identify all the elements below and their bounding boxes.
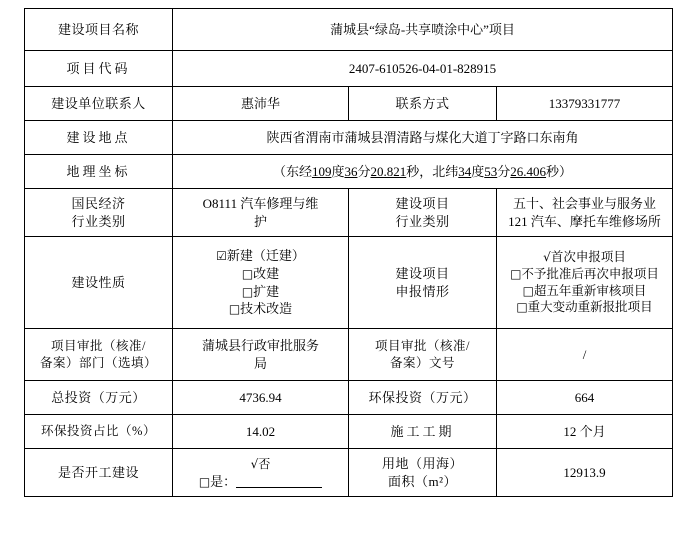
coordinates-prefix: （东经 <box>272 163 312 179</box>
value-total-investment: 4736.94 <box>173 381 349 415</box>
value-approval-document-no: / <box>497 329 673 381</box>
label-construction-nature: 建设性质 <box>25 237 173 329</box>
label-total-investment: 总投资（万元） <box>25 381 173 415</box>
check-mark-icon[interactable]: √ <box>543 249 551 264</box>
label-approval-document-no-line1: 项目审批（核准/ <box>375 338 470 353</box>
coordinates-deg-unit-2: 度 <box>471 163 485 179</box>
label-national-industry-line1: 国民经济 <box>71 195 126 211</box>
value-approval-department <box>173 329 349 381</box>
nature-option-new-label: 新建（迁建） <box>226 248 305 264</box>
nature-option-rebuild[interactable] <box>177 265 344 283</box>
label-application-type-line2: 申报情形 <box>395 283 450 299</box>
checkbox-icon[interactable]: □ <box>241 284 254 299</box>
value-location: 陕西省渭南市蒲城县渭清路与煤化大道丁字路口东南角 <box>173 121 673 155</box>
value-national-industry-line2: 护 <box>253 213 267 229</box>
label-approval-department-line1: 项目审批（核准/ <box>51 338 146 353</box>
construction-started-option-yes-label: 是： <box>210 473 237 489</box>
application-option-over-five-years-label: 超五年重新审核项目 <box>533 283 647 298</box>
label-location: 建设地点 <box>25 121 173 155</box>
table-row-investment <box>25 381 673 415</box>
label-application-type-line1: 建设项目 <box>395 265 450 281</box>
checkbox-checked-icon[interactable]: ☑ <box>216 249 227 264</box>
nature-option-rebuild-label: 改建 <box>253 265 280 281</box>
nature-option-expand-label: 扩建 <box>253 283 280 299</box>
value-construction-period: 12 个月 <box>497 415 673 449</box>
label-land-area-line2: 面积（m²） <box>387 473 457 489</box>
value-env-investment: 664 <box>497 381 673 415</box>
construction-started-option-yes[interactable] <box>177 473 344 491</box>
label-contact-method: 联系方式 <box>349 87 497 121</box>
value-coordinates <box>173 155 673 189</box>
checkbox-icon[interactable]: □ <box>198 474 211 489</box>
label-national-industry-line2: 行业类别 <box>71 213 126 229</box>
nature-option-expand[interactable] <box>177 283 344 301</box>
construction-started-options <box>173 449 349 497</box>
coordinates-lat-sec: 26.406 <box>510 163 547 179</box>
coordinates-lon-sec: 20.821 <box>370 163 407 179</box>
value-project-name: 蒲城县“绿岛-共享喷涂中心”项目 <box>173 9 673 51</box>
value-project-industry-line1: 五十、社会事业与服务业 <box>512 195 656 211</box>
label-coordinates: 地理坐标 <box>25 155 173 189</box>
checkbox-icon[interactable]: □ <box>516 300 528 315</box>
label-env-investment-ratio: 环保投资占比（%） <box>25 415 173 449</box>
check-mark-icon[interactable]: √否 <box>250 456 271 471</box>
table-row-project-code <box>25 51 673 87</box>
table-row-coordinates <box>25 155 673 189</box>
label-construction-period: 施工工期 <box>349 415 497 449</box>
label-land-area-line1: 用地（用海） <box>381 455 463 471</box>
table-row-approval-dept <box>25 329 673 381</box>
label-project-industry-line1: 建设项目 <box>395 195 450 211</box>
table-row-location <box>25 121 673 155</box>
label-project-name: 建设项目名称 <box>25 9 173 51</box>
label-land-area <box>349 449 497 497</box>
value-project-industry <box>497 189 673 237</box>
application-option-resubmit-label: 不予批准后再次申报项目 <box>521 266 659 281</box>
coordinates-min-unit-2: 分 <box>497 163 511 179</box>
coordinates-lat-deg: 34 <box>458 163 472 179</box>
construction-started-option-no[interactable] <box>177 455 344 473</box>
table-row-nature <box>25 237 673 329</box>
label-project-industry-line2: 行业类别 <box>395 213 450 229</box>
label-construction-started: 是否开工建设 <box>25 449 173 497</box>
label-approval-department-line2: 备案）部门（选填） <box>39 355 157 370</box>
nature-option-tech-upgrade-label: 技术改造 <box>240 301 293 317</box>
application-type-options <box>497 237 673 329</box>
value-national-industry <box>173 189 349 237</box>
application-option-major-change[interactable] <box>501 299 668 316</box>
coordinates-lon-min: 36 <box>344 163 358 179</box>
value-approval-department-line2: 局 <box>253 355 267 371</box>
value-national-industry-line1: O8111 汽车修理与维 <box>202 195 319 211</box>
table-row-industry <box>25 189 673 237</box>
label-project-industry <box>349 189 497 237</box>
table-row-contact <box>25 87 673 121</box>
label-approval-document-no-line2: 备案）文号 <box>389 355 455 370</box>
label-env-investment: 环保投资（万元） <box>349 381 497 415</box>
value-approval-department-line1: 蒲城县行政审批服务 <box>201 337 319 353</box>
checkbox-icon[interactable]: □ <box>228 302 241 317</box>
project-info-table <box>24 8 673 497</box>
coordinates-lon-deg: 109 <box>311 163 332 179</box>
label-contact-person: 建设单位联系人 <box>25 87 173 121</box>
construction-start-date-blank[interactable] <box>236 487 322 488</box>
value-project-code: 2407-610526-04-01-828915 <box>173 51 673 87</box>
coordinates-min-unit-1: 分 <box>357 163 371 179</box>
label-approval-department <box>25 329 173 381</box>
table-row-env-ratio <box>25 415 673 449</box>
value-env-investment-ratio: 14.02 <box>173 415 349 449</box>
coordinates-suffix: 秒） <box>546 163 573 179</box>
label-application-type <box>349 237 497 329</box>
nature-option-tech-upgrade[interactable] <box>177 300 344 318</box>
table-row-construction-started <box>25 449 673 497</box>
value-land-area: 12913.9 <box>497 449 673 497</box>
label-approval-document-no <box>349 329 497 381</box>
construction-nature-options <box>173 237 349 329</box>
checkbox-icon[interactable]: □ <box>241 266 254 281</box>
label-project-code: 项目代码 <box>25 51 173 87</box>
application-option-first[interactable] <box>501 249 668 266</box>
checkbox-icon[interactable]: □ <box>522 283 534 298</box>
checkbox-icon[interactable]: □ <box>510 266 522 281</box>
coordinates-deg-unit-1: 度 <box>331 163 345 179</box>
coordinates-sec-unit-1: 秒，北纬 <box>406 163 459 179</box>
value-contact-person: 惠沛华 <box>173 87 349 121</box>
application-option-major-change-label: 重大变动重新报批项目 <box>527 300 653 315</box>
value-contact-method: 13379331777 <box>497 87 673 121</box>
value-project-industry-line2: 121 汽车、摩托车维修场所 <box>508 213 661 229</box>
application-option-first-label: 首次申报项目 <box>550 249 626 264</box>
application-option-resubmit[interactable] <box>501 266 668 283</box>
coordinates-lat-min: 53 <box>484 163 498 179</box>
table-row-project-name <box>25 9 673 51</box>
label-national-industry <box>25 189 173 237</box>
nature-option-new[interactable] <box>177 247 344 265</box>
application-option-over-five-years[interactable] <box>501 283 668 300</box>
